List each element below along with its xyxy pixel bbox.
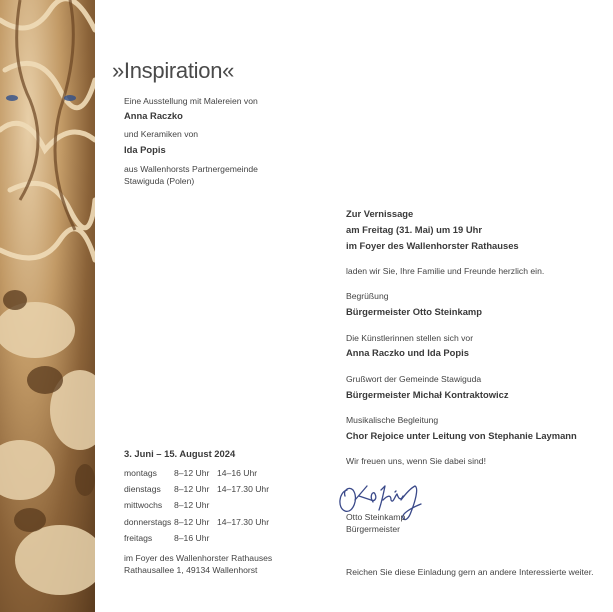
intro-line-3: aus Wallenhorsts Partnergemeinde <box>124 164 258 174</box>
time-cell: 8–12 Uhr <box>174 500 210 511</box>
table-row <box>124 481 269 497</box>
table-row <box>124 514 269 530</box>
invite-text: laden wir Sie, Ihre Familie und Freunde herzlich ein. <box>346 266 545 276</box>
sculpture-texture <box>0 0 95 612</box>
program-label-1: Begrüßung <box>346 291 389 301</box>
program-value-3: Bürgermeister Michał Kontraktowicz <box>346 389 509 400</box>
intro-line-2: und Keramiken von <box>124 129 199 139</box>
vernissage-heading: Zur Vernissage <box>346 208 414 219</box>
time-cell: 14–17.30 Uhr <box>217 484 270 495</box>
time-cell: 8–12 Uhr <box>174 516 210 527</box>
day-cell: mittwochs <box>124 500 163 511</box>
page-title: »Inspiration« <box>112 58 235 83</box>
program-value-2: Anna Raczko und Ida Popis <box>346 347 469 358</box>
time-cell: 8–12 Uhr <box>174 484 210 495</box>
time-cell <box>217 530 269 546</box>
opening-hours-table <box>124 465 269 546</box>
time-cell: 8–12 Uhr <box>174 468 210 479</box>
day-cell: freitags <box>124 532 153 543</box>
signature-role: Bürgermeister <box>346 524 400 534</box>
location-line-1: im Foyer des Wallenhorster Rathauses <box>124 553 273 563</box>
closing-text: Wir freuen uns, wenn Sie dabei sind! <box>346 456 486 466</box>
artist-name-1: Anna Raczko <box>124 110 183 121</box>
artist-name-2: Ida Popis <box>124 144 166 155</box>
vernissage-place: im Foyer des Wallenhorster Rathauses <box>346 240 519 251</box>
time-cell: 14–17.30 Uhr <box>217 516 270 527</box>
intro-line-1: Eine Ausstellung mit Malereien von <box>124 96 258 106</box>
day-cell: montags <box>124 468 157 479</box>
program-label-2: Die Künstlerinnen stellen sich vor <box>346 333 474 343</box>
intro-line-4: Stawiguda (Polen) <box>124 176 195 186</box>
footer-note: Reichen Sie diese Einladung gern an andere Interessierte weiter. <box>346 567 594 577</box>
program-label-3: Grußwort der Gemeinde Stawiguda <box>346 374 482 384</box>
schedule-heading: 3. Juni – 15. August 2024 <box>124 448 236 459</box>
table-row <box>124 530 269 546</box>
ceramic-sculpture-photo <box>0 0 95 612</box>
vernissage-date: am Freitag (31. Mai) um 19 Uhr <box>346 224 482 235</box>
day-cell: dienstags <box>124 484 161 495</box>
time-cell: 14–16 Uhr <box>217 468 258 479</box>
program-label-4: Musikalische Begleitung <box>346 415 439 425</box>
time-cell <box>217 497 269 513</box>
time-cell: 8–16 Uhr <box>174 532 210 543</box>
table-row <box>124 465 269 481</box>
day-cell: donnerstags <box>124 516 172 527</box>
program-value-1: Bürgermeister Otto Steinkamp <box>346 306 482 317</box>
signature-name: Otto Steinkamp <box>346 512 406 522</box>
table-row <box>124 497 269 513</box>
location-line-2: Rathausallee 1, 49134 Wallenhorst <box>124 565 258 575</box>
program-value-4: Chor Rejoice unter Leitung von Stephanie Laymann <box>346 430 577 441</box>
